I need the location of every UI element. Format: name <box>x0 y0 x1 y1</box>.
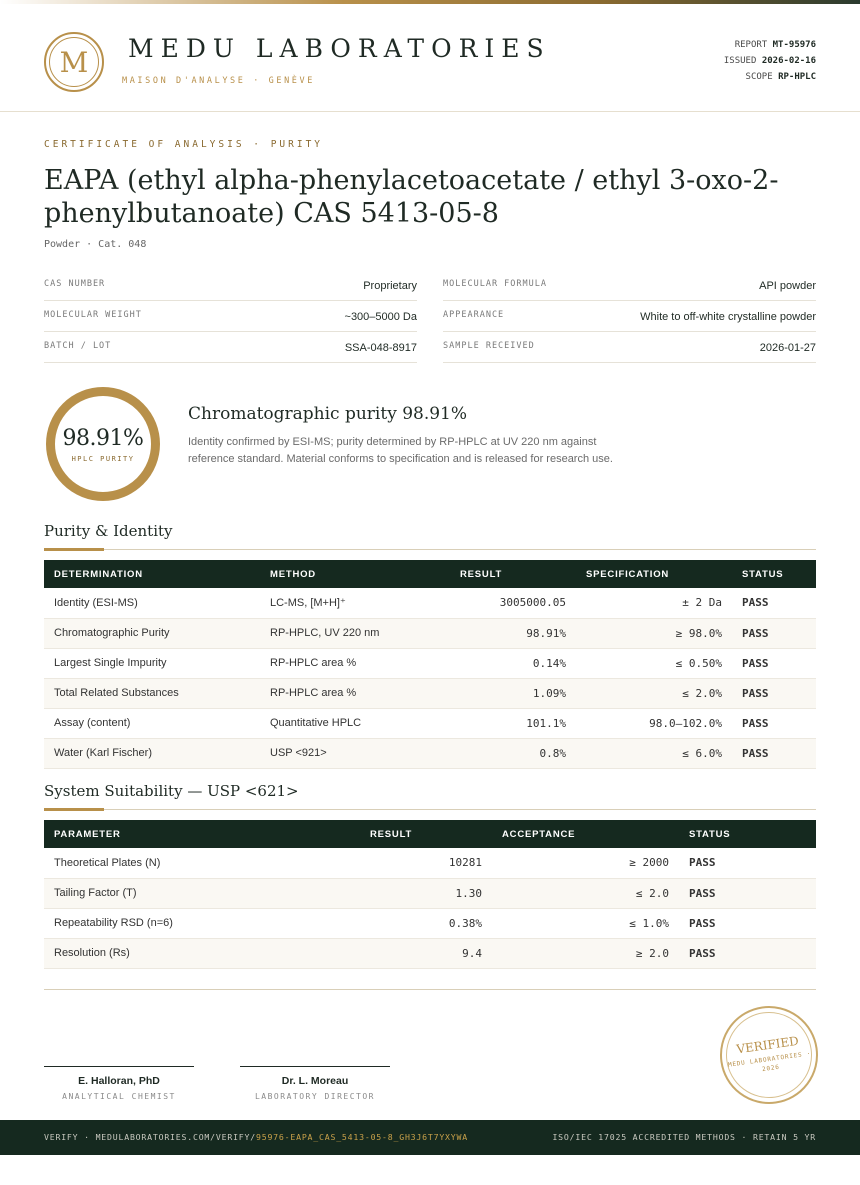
table-row <box>44 938 816 968</box>
scope-row <box>724 69 816 85</box>
product-title: EAPA (ethyl alpha-phenylacetoacetate / ethyl 3-oxo-2-phenylbutanoate) CAS 5413-05-8 <box>44 165 779 229</box>
specification-cell: ≤ 6.0% <box>576 738 732 768</box>
column-header: SPECIFICATION <box>576 560 732 588</box>
lab-tagline: MAISON D'ANALYSE · GENÈVE <box>122 76 315 86</box>
scope-value: RP-HPLC <box>778 72 816 82</box>
column-header: METHOD <box>260 560 450 588</box>
status-badge: PASS <box>679 848 816 878</box>
table-row <box>44 588 816 618</box>
result-cell: 98.91% <box>450 618 576 648</box>
status-badge: PASS <box>732 738 816 768</box>
table-row <box>44 618 816 648</box>
parameter-cell: Theoretical Plates (N) <box>44 848 360 878</box>
result-cell: 0.38% <box>360 908 492 938</box>
scope-label: SCOPE <box>745 72 773 82</box>
result-cell: 0.14% <box>450 648 576 678</box>
report-number: MT-95976 <box>772 40 816 50</box>
divider <box>44 989 816 990</box>
property-label: BATCH / LOT <box>44 341 112 351</box>
determination-cell: Total Related Substances <box>44 678 260 708</box>
table-row <box>44 678 816 708</box>
result-cell: 9.4 <box>360 938 492 968</box>
result-cell: 3005000.05 <box>450 588 576 618</box>
property-label: CAS NUMBER <box>44 279 106 289</box>
signatory-role: ANALYTICAL CHEMIST <box>62 1092 176 1101</box>
property-value: Proprietary <box>363 280 417 292</box>
status-badge: PASS <box>679 908 816 938</box>
issued-date: 2026-02-16 <box>761 56 816 66</box>
result-cell: 101.1% <box>450 708 576 738</box>
table-row <box>44 878 816 908</box>
parameter-cell: Repeatability RSD (n=6) <box>44 908 360 938</box>
footer-bar <box>0 1120 860 1155</box>
product-subtitle: Powder · Cat. 048 <box>44 239 147 250</box>
method-cell: RP-HPLC, UV 220 nm <box>260 618 450 648</box>
purity-identity-table <box>44 560 816 769</box>
property-row <box>44 332 417 363</box>
purity-headline: Chromatographic purity 98.91% <box>188 404 468 424</box>
table-row <box>44 848 816 878</box>
verify-prefix: VERIFY · MEDULABORATORIES.COM/VERIFY/ <box>44 1132 256 1142</box>
section-purity-identity <box>44 522 816 550</box>
seal-subtext: MEDU LABORATORIES · 2026 <box>727 1049 812 1073</box>
table-row <box>44 708 816 738</box>
result-cell: 1.30 <box>360 878 492 908</box>
accreditation-note: ISO/IEC 17025 ACCREDITED METHODS · RETAIN 5 YR <box>552 1132 816 1142</box>
method-cell: RP-HPLC area % <box>260 678 450 708</box>
parameter-cell: Tailing Factor (T) <box>44 878 360 908</box>
determination-cell: Chromatographic Purity <box>44 618 260 648</box>
report-meta <box>724 37 816 85</box>
verified-seal <box>714 1000 825 1111</box>
result-cell: 0.8% <box>450 738 576 768</box>
purity-ring <box>46 387 160 501</box>
column-header: STATUS <box>679 820 816 848</box>
method-cell: Quantitative HPLC <box>260 708 450 738</box>
monogram-logo <box>44 32 104 92</box>
column-header: DETERMINATION <box>44 560 260 588</box>
column-header: RESULT <box>450 560 576 588</box>
issued-label: ISSUED <box>723 56 757 66</box>
signatory-role: LABORATORY DIRECTOR <box>254 1092 375 1101</box>
status-badge: PASS <box>679 878 816 908</box>
purity-ring-value: 98.91% <box>62 425 144 451</box>
section-underline <box>44 548 104 551</box>
property-value: API powder <box>759 280 816 292</box>
signatory-name: E. Halloran, PhD <box>78 1075 160 1087</box>
acceptance-cell: ≥ 2.0 <box>492 938 679 968</box>
method-cell: LC-MS, [M+H]⁺ <box>260 588 450 618</box>
determination-cell: Assay (content) <box>44 708 260 738</box>
table-header-row <box>44 820 816 848</box>
property-row <box>44 270 417 301</box>
property-value: SSA-048-8917 <box>344 342 417 354</box>
column-header: STATUS <box>732 560 816 588</box>
column-header: ACCEPTANCE <box>492 820 679 848</box>
parameter-cell: Resolution (Rs) <box>44 938 360 968</box>
determination-cell: Identity (ESI-MS) <box>44 588 260 618</box>
table-header-row <box>44 560 816 588</box>
property-row <box>443 270 816 301</box>
issued-row <box>724 53 816 69</box>
section-title: System Suitability — USP <621> <box>44 782 299 800</box>
specification-cell: ± 2 Da <box>576 588 732 618</box>
specification-cell: ≥ 98.0% <box>576 618 732 648</box>
status-badge: PASS <box>732 588 816 618</box>
status-badge: PASS <box>679 938 816 968</box>
document-kicker: CERTIFICATE OF ANALYSIS · PURITY <box>44 139 324 150</box>
specification-cell: ≤ 2.0% <box>576 678 732 708</box>
lab-name: MEDU LABORATORIES <box>128 34 551 63</box>
specification-cell: ≤ 0.50% <box>576 648 732 678</box>
column-header: PARAMETER <box>44 820 360 848</box>
purity-description: Identity confirmed by ESI-MS; purity determined by RP-HPLC at UV 220 nm against reference standard. Material conforms to specification and is released for research use. <box>188 436 613 465</box>
property-label: MOLECULAR WEIGHT <box>44 310 142 320</box>
property-row <box>443 332 816 363</box>
method-cell: USP <921> <box>260 738 450 768</box>
table-row <box>44 648 816 678</box>
property-label: MOLECULAR FORMULA <box>443 279 547 289</box>
verify-line <box>44 1132 468 1142</box>
status-badge: PASS <box>732 708 816 738</box>
property-row <box>443 301 816 332</box>
section-system-suitability <box>44 782 816 810</box>
system-suitability-table <box>44 820 816 969</box>
table-row <box>44 738 816 768</box>
status-badge: PASS <box>732 618 816 648</box>
seal-text: VERIFIED <box>735 1033 800 1056</box>
report-label: REPORT <box>734 40 768 50</box>
report-number-row <box>724 37 816 53</box>
determination-cell: Water (Karl Fischer) <box>44 738 260 768</box>
monogram-letter: M <box>49 37 99 87</box>
property-value: 2026-01-27 <box>759 342 816 354</box>
acceptance-cell: ≤ 2.0 <box>492 878 679 908</box>
section-title: Purity & Identity <box>44 522 173 540</box>
section-underline <box>44 808 104 811</box>
property-label: SAMPLE RECEIVED <box>443 341 535 351</box>
property-value: ~300–5000 Da <box>344 311 417 323</box>
verify-link[interactable]: 95976-EAPA_CAS_5413-05-8_GH3J6T7YXYWA <box>255 1132 468 1142</box>
status-badge: PASS <box>732 678 816 708</box>
column-header: RESULT <box>360 820 492 848</box>
status-badge: PASS <box>732 648 816 678</box>
signature-block <box>240 1066 390 1101</box>
acceptance-cell: ≥ 2000 <box>492 848 679 878</box>
method-cell: RP-HPLC area % <box>260 648 450 678</box>
purity-ring-label: HPLC PURITY <box>71 454 135 463</box>
property-label: APPEARANCE <box>443 310 505 320</box>
table-row <box>44 908 816 938</box>
determination-cell: Largest Single Impurity <box>44 648 260 678</box>
acceptance-cell: ≤ 1.0% <box>492 908 679 938</box>
result-cell: 10281 <box>360 848 492 878</box>
result-cell: 1.09% <box>450 678 576 708</box>
signatory-name: Dr. L. Moreau <box>281 1075 349 1087</box>
signature-block <box>44 1066 194 1101</box>
property-row <box>44 301 417 332</box>
specification-cell: 98.0–102.0% <box>576 708 732 738</box>
letterhead <box>0 4 860 112</box>
property-value: White to off-white crystalline powder <box>640 311 816 323</box>
seal-inner-ring <box>720 1006 817 1103</box>
